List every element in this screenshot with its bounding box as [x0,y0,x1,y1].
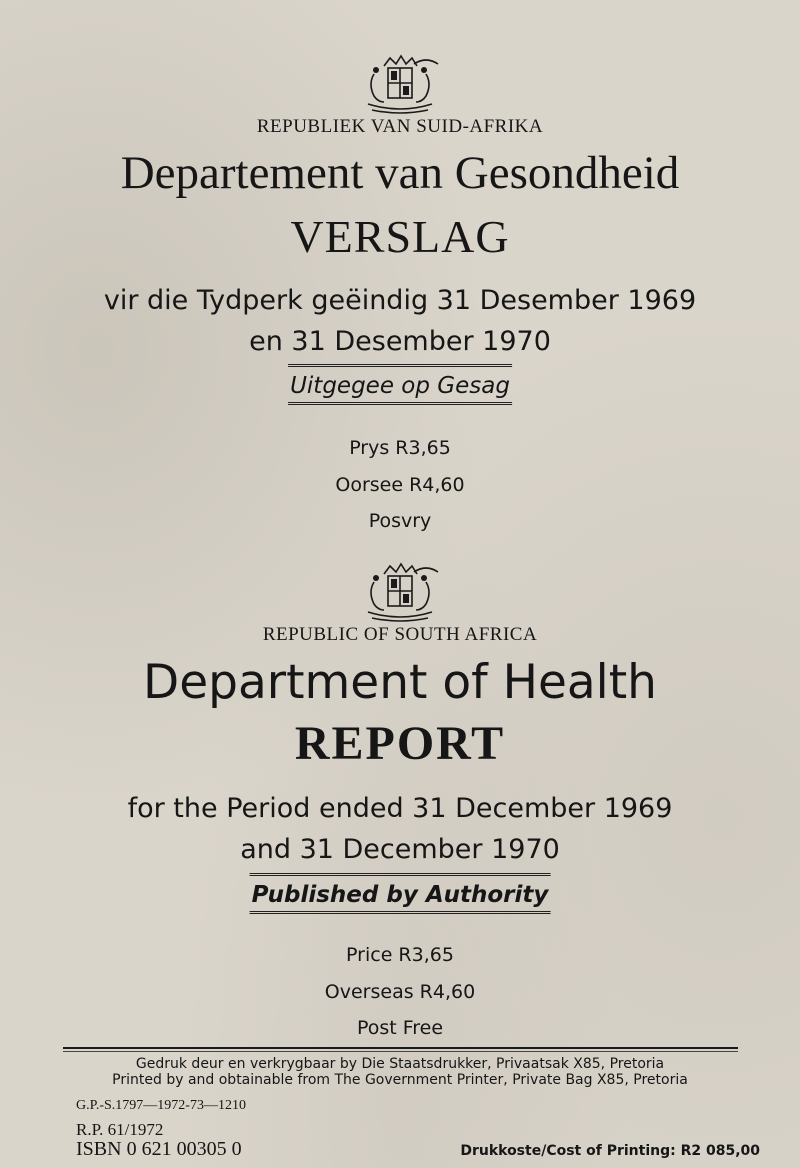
footer-divider [63,1047,738,1049]
post-free-english: Post Free [356,1017,444,1039]
republic-name-english: REPUBLIC OF SOUTH AFRICA [262,624,538,645]
republic-name-afrikaans: REPUBLIEK VAN SUID-AFRIKA [256,116,544,137]
published-by-authority-afrikaans: Uitgegee op Gesag [288,364,512,405]
post-free-afrikaans: Posvry [368,510,432,532]
coat-of-arms-icon [354,52,446,119]
printer-line-english: Printed by and obtainable from The Government Printer, Private Bag X85, Pretoria [112,1072,688,1088]
department-name-afrikaans: Departement van Gesondheid [120,147,680,199]
period-line1-afrikaans: vir die Tydperk geëindig 31 Desember 1969 [103,285,697,316]
footer-divider-thin [63,1051,738,1052]
report-title-afrikaans: VERSLAG [290,211,510,262]
period-line2-afrikaans: en 31 Desember 1970 [249,326,551,357]
period-line2-english: and 31 December 1970 [240,834,560,865]
rp-code: R.P. 61/1972 [76,1120,164,1139]
period-line1-english: for the Period ended 31 December 1969 [127,793,673,824]
printing-cost: Drukkoste/Cost of Printing: R2 085,00 [460,1143,760,1159]
report-title-english: REPORT [294,717,506,770]
gp-code: G.P.-S.1797—1972-73—1210 [76,1098,246,1113]
published-by-authority-english: Published by Authority [250,873,551,914]
coat-of-arms-icon [354,560,446,627]
price-english: Price R3,65 [346,944,454,966]
printer-line-afrikaans: Gedruk deur en verkrygbaar by Die Staatsdrukker, Privaatsak X85, Pretoria [135,1056,665,1072]
overseas-price-english: Overseas R4,60 [324,981,476,1003]
price-afrikaans: Prys R3,65 [349,437,451,459]
department-name-english: Department of Health [143,655,657,710]
isbn: ISBN 0 621 00305 0 [76,1138,242,1160]
overseas-price-afrikaans: Oorsee R4,60 [335,474,465,496]
